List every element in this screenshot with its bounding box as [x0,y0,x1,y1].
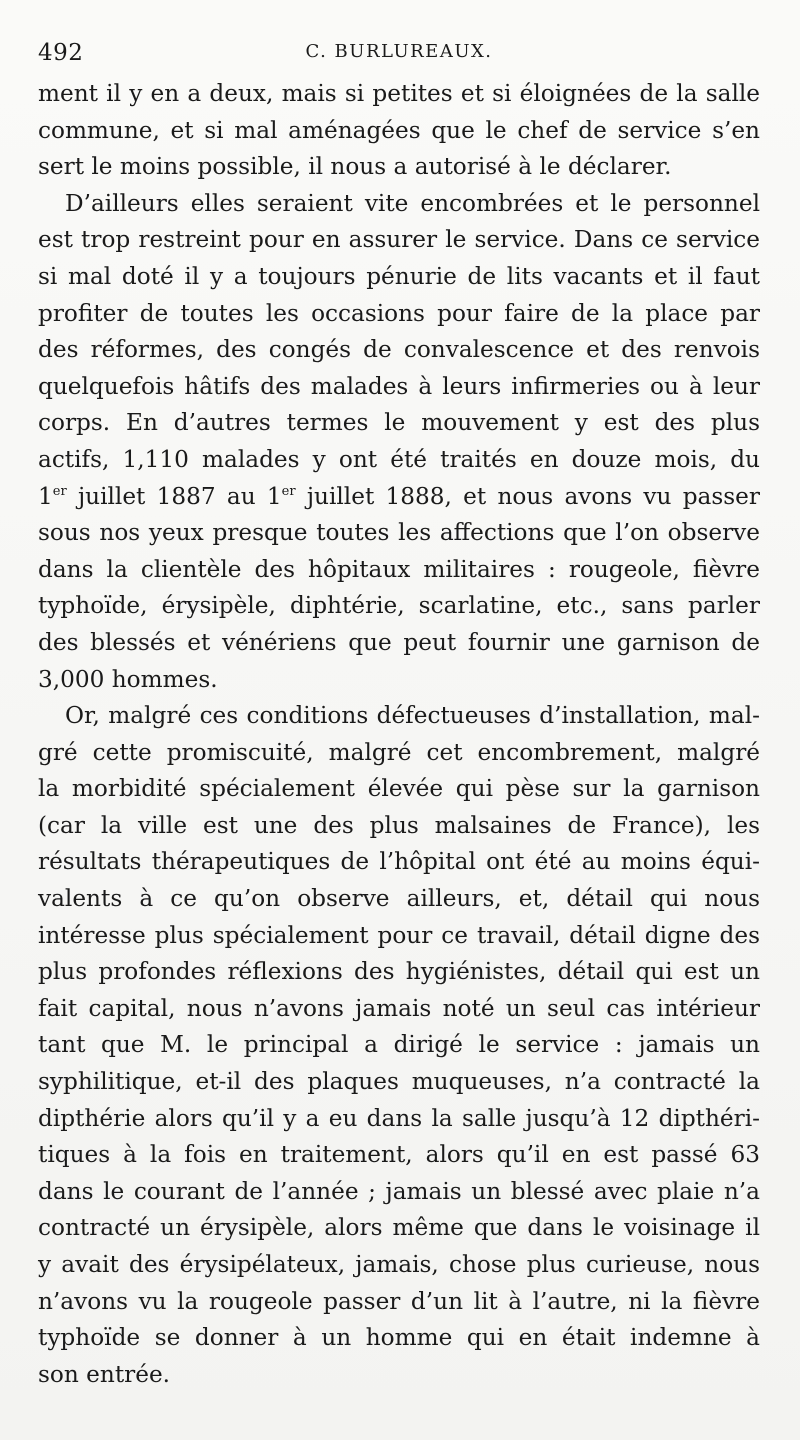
text-line: des réformes, des congés de convalescence et des renvois [38,336,760,364]
text-line: son entrée. [38,1360,171,1388]
text-line: actifs, 1,110 malades y ont été traités en douze mois, du [38,445,760,473]
text-line: typhoïde, érysipèle, diphtérie, scarlatine, etc., sans parler [38,592,760,620]
text-line: dipthérie alors qu’il y a eu dans la salle jusqu’à 12 dipthéri- [38,1104,760,1132]
text-line: y avait des érysipélateux, jamais, chose plus curieuse, nous [38,1251,760,1278]
text-line: dans la clientèle des hôpitaux militaires : rougeole, fièvre [38,555,760,583]
text-line: 3,000 hommes. [38,665,218,693]
page-number: 492 [38,40,84,66]
text-line: n’avons vu la rougeole passer d’un lit à l’autre, ni la fièvre [38,1287,760,1315]
text-line: résultats thérapeutiques de l’hôpital ont été au moins équi- [38,848,760,876]
text-line: est trop restreint pour en assurer le service. Dans ce service [38,226,760,254]
text-line: quelquefois hâtifs des malades à leurs infirmeries ou à leur [38,372,760,400]
text-line: si mal doté il y a toujours pénurie de lits vacants et il faut [38,262,760,290]
running-head: C. BURLUREAUX. [305,41,493,62]
text-line: gré cette promiscuité, malgré cet encombrement, malgré [38,738,760,766]
page-header [38,38,760,76]
text-line: fait capital, nous n’avons jamais noté un seul cas intérieur [38,994,760,1022]
text-line: valents à ce qu’on observe ailleurs, et, détail qui nous [38,885,760,913]
text-line: corps. En d’autres termes le mouvement y est des plus [38,409,760,437]
text-line: (car la ville est une des plus malsaines de France), les [38,811,760,839]
text-line: la morbidité spécialement élevée qui pèse sur la garnison [38,775,760,803]
text-line: typhoïde se donner à un homme qui en était indemne à [38,1324,760,1352]
body-text [38,76,760,1393]
text-line: contracté un érysipèle, alors même que dans le voisinage il [38,1214,760,1242]
text-line: 1er juillet 1887 au 1er juillet 1888, et nous avons vu passer [38,482,760,510]
text-line: D’ailleurs elles seraient vite encombrées et le personnel [65,189,760,217]
text-line: sous nos yeux presque toutes les affections que l’on observe [38,519,760,547]
text-line: sert le moins possible, il nous a autorisé à le déclarer. [38,153,672,181]
text-line: tant que M. le principal a dirigé le service : jamais un [38,1031,760,1059]
text-line: intéresse plus spécialement pour ce travail, détail digne des [38,921,760,949]
text-line: profiter de toutes les occasions pour faire de la place par [38,299,760,327]
text-line: dans le courant de l’année ; jamais un blessé avec plaie n’a [38,1177,760,1205]
text-line: des blessés et vénériens que peut fournir une garnison de [38,628,760,656]
text-line: ment il y en a deux, mais si petites et si éloignées de la salle [38,80,760,107]
text-line: plus profondes réflexions des hygiénistes, détail qui est un [38,958,760,986]
text-line: commune, et si mal aménagées que le chef de service s’en [38,116,760,144]
text-line: Or, malgré ces conditions défectueuses d’installation, mal- [65,702,760,730]
text-line: tiques à la fois en traitement, alors qu’il en est passé 63 [38,1141,760,1169]
paragraph [38,186,760,698]
text-line: syphilitique, et-il des plaques muqueuses, n’a contracté la [38,1068,760,1096]
paragraph [38,76,760,186]
paragraph [38,698,760,1393]
